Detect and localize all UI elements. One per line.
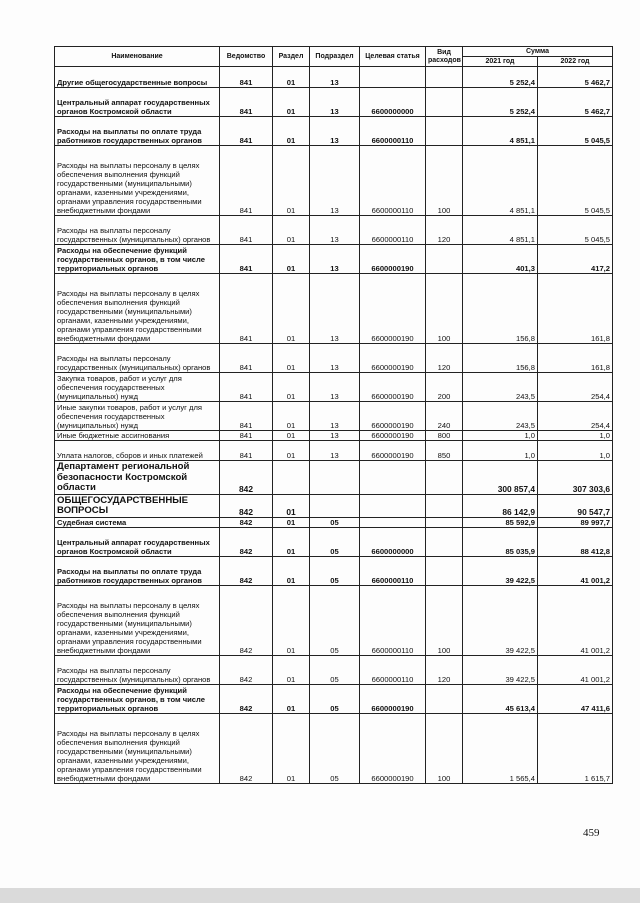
cell-dept: 842 xyxy=(220,495,273,518)
cell-dept: 841 xyxy=(220,402,273,431)
cell-dept: 841 xyxy=(220,274,273,344)
table-body xyxy=(55,67,613,784)
cell-type xyxy=(426,461,463,495)
cell-target: 6600000110 xyxy=(360,557,426,586)
cell-section xyxy=(273,461,310,495)
cell-dept: 842 xyxy=(220,714,273,784)
cell-sum-2022: 5 462,7 xyxy=(538,67,613,88)
cell-name: Расходы на выплаты персоналу в целях обеспечения выполнения функций государственными (муниципальными) органами, казенными учреждениями, органами управления государственными внебюджетными фондами xyxy=(55,146,220,216)
cell-dept: 842 xyxy=(220,656,273,685)
header-year-2022: 2022 год xyxy=(538,57,613,67)
cell-type xyxy=(426,88,463,117)
header-subsection: Подраздел xyxy=(310,47,360,67)
table-row xyxy=(55,714,613,784)
table-row xyxy=(55,373,613,402)
cell-type xyxy=(426,528,463,557)
cell-section: 01 xyxy=(273,518,310,528)
cell-section: 01 xyxy=(273,685,310,714)
cell-name: Уплата налогов, сборов и иных платежей xyxy=(55,441,220,461)
cell-name: ОБЩЕГОСУДАРСТВЕННЫЕ ВОПРОСЫ xyxy=(55,495,220,518)
cell-dept: 841 xyxy=(220,117,273,146)
cell-sum-2022: 307 303,6 xyxy=(538,461,613,495)
cell-sum-2021: 156,8 xyxy=(463,344,538,373)
cell-sum-2022: 90 547,7 xyxy=(538,495,613,518)
cell-type xyxy=(426,495,463,518)
table-row xyxy=(55,461,613,495)
cell-name: Расходы на выплаты персоналу государственных (муниципальных) органов xyxy=(55,656,220,685)
table-row xyxy=(55,557,613,586)
table-row xyxy=(55,216,613,245)
cell-type: 100 xyxy=(426,586,463,656)
cell-target: 6600000190 xyxy=(360,441,426,461)
cell-name: Расходы на выплаты персоналу в целях обеспечения выполнения функций государственными (муниципальными) органами, казенными учреждениями, органами управления государственными внебюджетными фондами xyxy=(55,586,220,656)
cell-subsection: 13 xyxy=(310,373,360,402)
cell-sum-2022: 254,4 xyxy=(538,402,613,431)
cell-sum-2022: 1,0 xyxy=(538,431,613,441)
cell-sum-2022: 89 997,7 xyxy=(538,518,613,528)
cell-name: Расходы на выплаты по оплате труда работников государственных органов xyxy=(55,557,220,586)
cell-sum-2021: 1,0 xyxy=(463,431,538,441)
cell-name: Расходы на выплаты персоналу в целях обеспечения выполнения функций государственными (муниципальными) органами, казенными учреждениями, органами управления государственными внебюджетными фондами xyxy=(55,274,220,344)
cell-subsection xyxy=(310,495,360,518)
cell-dept: 842 xyxy=(220,586,273,656)
header-section: Раздел xyxy=(273,47,310,67)
table-row xyxy=(55,274,613,344)
cell-sum-2022: 1,0 xyxy=(538,441,613,461)
cell-subsection: 13 xyxy=(310,117,360,146)
cell-dept: 842 xyxy=(220,557,273,586)
cell-sum-2021: 4 851,1 xyxy=(463,146,538,216)
cell-type: 100 xyxy=(426,274,463,344)
cell-dept: 841 xyxy=(220,146,273,216)
cell-section: 01 xyxy=(273,245,310,274)
cell-dept: 841 xyxy=(220,441,273,461)
cell-name: Расходы на обеспечение функций государственных органов, в том числе территориальных органов xyxy=(55,685,220,714)
cell-sum-2021: 5 252,4 xyxy=(463,67,538,88)
cell-dept: 841 xyxy=(220,216,273,245)
cell-type: 100 xyxy=(426,714,463,784)
cell-name: Закупка товаров, работ и услуг для обеспечения государственных (муниципальных) нужд xyxy=(55,373,220,402)
cell-type: 240 xyxy=(426,402,463,431)
cell-sum-2022: 47 411,6 xyxy=(538,685,613,714)
cell-type: 200 xyxy=(426,373,463,402)
cell-subsection: 13 xyxy=(310,216,360,245)
cell-subsection: 05 xyxy=(310,714,360,784)
cell-type: 120 xyxy=(426,656,463,685)
cell-section: 01 xyxy=(273,67,310,88)
cell-type xyxy=(426,557,463,586)
cell-target: 6600000110 xyxy=(360,117,426,146)
cell-type: 800 xyxy=(426,431,463,441)
cell-sum-2021: 243,5 xyxy=(463,373,538,402)
cell-type: 100 xyxy=(426,146,463,216)
header-year-2021: 2021 год xyxy=(463,57,538,67)
page-number: 459 xyxy=(583,827,600,839)
header-expense-type: Вид расходов xyxy=(426,47,463,67)
cell-section: 01 xyxy=(273,146,310,216)
cell-sum-2021: 4 851,1 xyxy=(463,117,538,146)
cell-section: 01 xyxy=(273,528,310,557)
cell-target: 6600000190 xyxy=(360,344,426,373)
cell-target: 6600000190 xyxy=(360,685,426,714)
cell-section: 01 xyxy=(273,274,310,344)
cell-subsection: 13 xyxy=(310,67,360,88)
cell-sum-2022: 5 045,5 xyxy=(538,146,613,216)
scan-edge xyxy=(0,888,640,903)
cell-sum-2021: 243,5 xyxy=(463,402,538,431)
cell-subsection: 13 xyxy=(310,431,360,441)
cell-type: 120 xyxy=(426,216,463,245)
cell-sum-2022: 41 001,2 xyxy=(538,586,613,656)
cell-name: Иные закупки товаров, работ и услуг для обеспечения государственных (муниципальных) нужд xyxy=(55,402,220,431)
cell-subsection: 13 xyxy=(310,88,360,117)
table-row xyxy=(55,431,613,441)
cell-target: 6600000110 xyxy=(360,146,426,216)
cell-name: Центральный аппарат государственных органов Костромской области xyxy=(55,528,220,557)
header-sum: Сумма xyxy=(463,47,613,57)
cell-target: 6600000190 xyxy=(360,245,426,274)
cell-sum-2022: 254,4 xyxy=(538,373,613,402)
cell-dept: 841 xyxy=(220,88,273,117)
table-row xyxy=(55,441,613,461)
cell-target: 6600000190 xyxy=(360,274,426,344)
cell-subsection: 13 xyxy=(310,402,360,431)
cell-dept: 842 xyxy=(220,518,273,528)
cell-name: Расходы на выплаты персоналу государственных (муниципальных) органов xyxy=(55,344,220,373)
cell-target xyxy=(360,461,426,495)
cell-target: 6600000110 xyxy=(360,656,426,685)
cell-sum-2022: 5 045,5 xyxy=(538,117,613,146)
cell-sum-2021: 86 142,9 xyxy=(463,495,538,518)
cell-sum-2021: 39 422,5 xyxy=(463,586,538,656)
cell-subsection: 13 xyxy=(310,274,360,344)
header-name: Наименование xyxy=(55,47,220,67)
cell-target xyxy=(360,518,426,528)
cell-subsection: 05 xyxy=(310,557,360,586)
table-row xyxy=(55,67,613,88)
table-row xyxy=(55,245,613,274)
cell-sum-2022: 161,8 xyxy=(538,274,613,344)
cell-target: 6600000110 xyxy=(360,586,426,656)
cell-dept: 841 xyxy=(220,67,273,88)
table-header xyxy=(55,47,613,67)
cell-name: Центральный аппарат государственных органов Костромской области xyxy=(55,88,220,117)
cell-section: 01 xyxy=(273,656,310,685)
cell-sum-2021: 156,8 xyxy=(463,274,538,344)
cell-name: Иные бюджетные ассигнования xyxy=(55,431,220,441)
cell-target: 6600000190 xyxy=(360,402,426,431)
cell-sum-2021: 1 565,4 xyxy=(463,714,538,784)
cell-section: 01 xyxy=(273,586,310,656)
cell-name: Другие общегосударственные вопросы xyxy=(55,67,220,88)
cell-target: 6600000000 xyxy=(360,88,426,117)
table-row xyxy=(55,586,613,656)
cell-type xyxy=(426,245,463,274)
cell-target: 6600000190 xyxy=(360,431,426,441)
cell-target: 6600000110 xyxy=(360,216,426,245)
cell-subsection: 13 xyxy=(310,146,360,216)
cell-sum-2021: 39 422,5 xyxy=(463,557,538,586)
cell-section: 01 xyxy=(273,441,310,461)
cell-sum-2021: 4 851,1 xyxy=(463,216,538,245)
cell-section: 01 xyxy=(273,117,310,146)
table-row xyxy=(55,146,613,216)
cell-sum-2021: 85 592,9 xyxy=(463,518,538,528)
table-row xyxy=(55,518,613,528)
cell-type: 120 xyxy=(426,344,463,373)
cell-sum-2022: 88 412,8 xyxy=(538,528,613,557)
cell-sum-2021: 5 252,4 xyxy=(463,88,538,117)
cell-section: 01 xyxy=(273,402,310,431)
cell-sum-2021: 401,3 xyxy=(463,245,538,274)
cell-type: 850 xyxy=(426,441,463,461)
table-row xyxy=(55,656,613,685)
cell-dept: 841 xyxy=(220,373,273,402)
cell-name: Расходы на выплаты персоналу государственных (муниципальных) органов xyxy=(55,216,220,245)
cell-name: Судебная система xyxy=(55,518,220,528)
cell-sum-2022: 41 001,2 xyxy=(538,656,613,685)
cell-type xyxy=(426,685,463,714)
cell-sum-2021: 85 035,9 xyxy=(463,528,538,557)
table-row xyxy=(55,528,613,557)
cell-dept: 841 xyxy=(220,344,273,373)
cell-sum-2022: 1 615,7 xyxy=(538,714,613,784)
cell-target: 6600000000 xyxy=(360,528,426,557)
cell-sum-2022: 41 001,2 xyxy=(538,557,613,586)
cell-subsection: 05 xyxy=(310,518,360,528)
cell-name: Расходы на обеспечение функций государственных органов, в том числе территориальных органов xyxy=(55,245,220,274)
cell-subsection: 05 xyxy=(310,656,360,685)
cell-type xyxy=(426,67,463,88)
cell-dept: 842 xyxy=(220,685,273,714)
cell-section: 01 xyxy=(273,495,310,518)
cell-sum-2022: 161,8 xyxy=(538,344,613,373)
cell-target: 6600000190 xyxy=(360,373,426,402)
cell-name: Расходы на выплаты персоналу в целях обеспечения выполнения функций государственными (муниципальными) органами, казенными учреждениями, органами управления государственными внебюджетными фондами xyxy=(55,714,220,784)
cell-target xyxy=(360,67,426,88)
cell-sum-2021: 300 857,4 xyxy=(463,461,538,495)
header-dept: Ведомство xyxy=(220,47,273,67)
table-row xyxy=(55,344,613,373)
cell-section: 01 xyxy=(273,373,310,402)
cell-section: 01 xyxy=(273,431,310,441)
cell-section: 01 xyxy=(273,88,310,117)
cell-subsection: 05 xyxy=(310,528,360,557)
cell-subsection: 13 xyxy=(310,441,360,461)
cell-section: 01 xyxy=(273,714,310,784)
cell-subsection: 13 xyxy=(310,344,360,373)
cell-sum-2021: 45 613,4 xyxy=(463,685,538,714)
cell-dept: 841 xyxy=(220,245,273,274)
cell-type xyxy=(426,117,463,146)
cell-subsection: 05 xyxy=(310,586,360,656)
table-row xyxy=(55,685,613,714)
cell-section: 01 xyxy=(273,344,310,373)
cell-type xyxy=(426,518,463,528)
cell-dept: 842 xyxy=(220,461,273,495)
cell-dept: 842 xyxy=(220,528,273,557)
cell-subsection: 13 xyxy=(310,245,360,274)
table-row xyxy=(55,88,613,117)
table-row xyxy=(55,402,613,431)
cell-sum-2022: 5 045,5 xyxy=(538,216,613,245)
cell-subsection: 05 xyxy=(310,685,360,714)
header-target: Целевая статья xyxy=(360,47,426,67)
cell-name: Департамент региональной безопасности Костромской области xyxy=(55,461,220,495)
cell-sum-2022: 417,2 xyxy=(538,245,613,274)
cell-target xyxy=(360,495,426,518)
cell-sum-2021: 39 422,5 xyxy=(463,656,538,685)
budget-table xyxy=(54,46,613,784)
cell-section: 01 xyxy=(273,216,310,245)
cell-subsection xyxy=(310,461,360,495)
cell-section: 01 xyxy=(273,557,310,586)
cell-name: Расходы на выплаты по оплате труда работников государственных органов xyxy=(55,117,220,146)
cell-sum-2021: 1,0 xyxy=(463,441,538,461)
cell-sum-2022: 5 462,7 xyxy=(538,88,613,117)
table-row xyxy=(55,117,613,146)
cell-dept: 841 xyxy=(220,431,273,441)
table-row xyxy=(55,495,613,518)
cell-target: 6600000190 xyxy=(360,714,426,784)
